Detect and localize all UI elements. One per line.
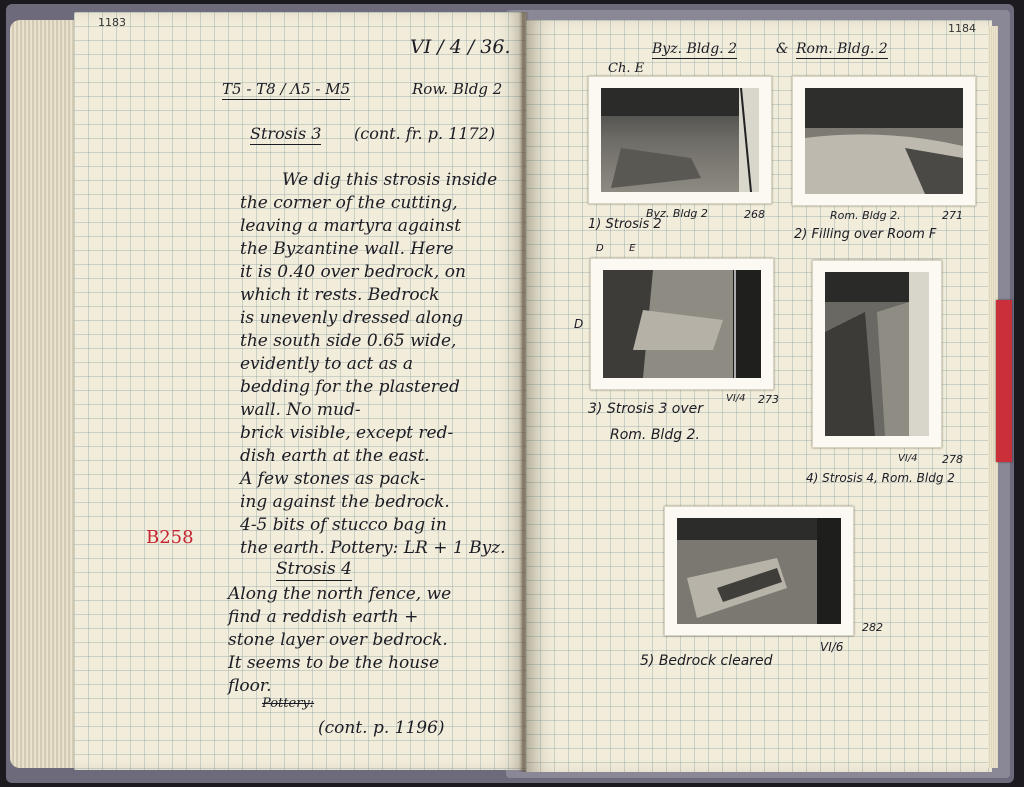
- pottery-struck: Pottery:: [262, 696, 315, 711]
- body-line: the earth. Pottery: LR + 1 Byz.: [240, 538, 506, 558]
- body2-line: stone layer over bedrock.: [228, 630, 448, 650]
- left-page-number: 1183: [98, 16, 126, 29]
- photo-1-number: 268: [744, 208, 765, 221]
- body-line: the corner of the cutting,: [240, 193, 458, 213]
- photo-3: [590, 258, 774, 390]
- body2-line: floor.: [228, 676, 272, 696]
- bookmark-ribbon: [996, 300, 1012, 462]
- photo-5: [664, 506, 854, 636]
- photo-4-image: [825, 272, 929, 436]
- body-line: A few stones as pack-: [240, 469, 426, 489]
- photo-3-caption: 3) Strosis 3 over: [588, 401, 704, 417]
- body-line: dish earth at the east.: [240, 446, 430, 466]
- photo-4-date: VI/4: [898, 453, 918, 464]
- body-line: ing against the bedrock.: [240, 492, 450, 512]
- body-line: the Byzantine wall. Here: [240, 239, 454, 259]
- photo-1-letters: D E: [596, 243, 636, 254]
- body-line: it is 0.40 over bedrock, on: [240, 262, 466, 282]
- continued-note: (cont. p. 1196): [318, 718, 445, 738]
- photo-4-caption: 4) Strosis 4, Rom. Bldg 2: [806, 471, 955, 485]
- section-ref: (cont. fr. p. 1172): [354, 124, 496, 143]
- section-label: [250, 126, 321, 142]
- header-a-text: Byz. Bldg. 2: [652, 41, 737, 57]
- header-sep: &: [776, 41, 789, 57]
- photo-4: [812, 260, 942, 448]
- margin-note: B258: [146, 527, 194, 548]
- section-label-text: Strosis 3: [250, 124, 322, 143]
- photo-1: [588, 76, 772, 204]
- photo-3-number: 273: [758, 393, 779, 406]
- body2-line: Along the north fence, we: [228, 584, 452, 604]
- body-line: the south side 0.65 wide,: [240, 331, 457, 351]
- photo-2-caption: 2) Filling over Room F: [794, 227, 937, 242]
- body-line: leaving a martyra against: [240, 216, 462, 236]
- body-line: bedding for the plastered: [240, 377, 460, 397]
- header-prefix: Ch. E: [608, 61, 645, 76]
- photo-1-image: [601, 88, 759, 192]
- site-title: Row. Bldg 2: [412, 80, 503, 98]
- header-a: [652, 42, 737, 56]
- header-b-text: Rom. Bldg. 2: [796, 41, 888, 57]
- header-b: [796, 42, 888, 56]
- body2-line: find a reddish earth +: [228, 607, 419, 627]
- photo-5-image: [677, 518, 841, 624]
- photo-3-side: D: [574, 317, 584, 331]
- site-code-text: T5 - T8 / Λ5 - M5: [222, 80, 351, 98]
- right-page-number: 1184: [948, 22, 976, 35]
- body-line: We dig this strosis inside: [282, 170, 498, 190]
- photo-2-image: [805, 88, 963, 194]
- photo-2-sub: Rom. Bldg 2.: [830, 209, 901, 222]
- photo-5-caption: 5) Bedrock cleared: [640, 653, 773, 669]
- body-line: 4-5 bits of stucco bag in: [240, 515, 447, 535]
- page-stack-left: [10, 20, 82, 768]
- photo-3-image: [603, 270, 761, 378]
- photo-1-caption: 1) Strosis 2: [588, 217, 662, 232]
- photo-5-number: 282: [862, 621, 883, 634]
- body-line: which it rests. Bedrock: [240, 285, 440, 305]
- strosis4-label: [276, 561, 352, 578]
- body-line: brick visible, except red-: [240, 423, 454, 443]
- body-line: wall. No mud-: [240, 400, 361, 420]
- photo-3-caption2: Rom. Bldg 2.: [610, 427, 700, 443]
- site-code: [222, 82, 350, 97]
- photo-3-date: VI/4: [726, 393, 746, 404]
- entry-date: VI / 4 / 36.: [410, 36, 511, 58]
- photo-5-date: VI/6: [820, 640, 844, 654]
- photo-2: [792, 76, 976, 206]
- body2-line: It seems to be the house: [228, 653, 440, 673]
- strosis4-label-text: Strosis 4: [276, 559, 352, 579]
- photo-4-number: 278: [942, 453, 963, 466]
- photo-2-number: 271: [942, 209, 963, 222]
- body-line: evidently to act as a: [240, 354, 414, 374]
- body-line: is unevenly dressed along: [240, 308, 464, 328]
- photo-1-sub: Byz. Bldg 2: [646, 207, 708, 220]
